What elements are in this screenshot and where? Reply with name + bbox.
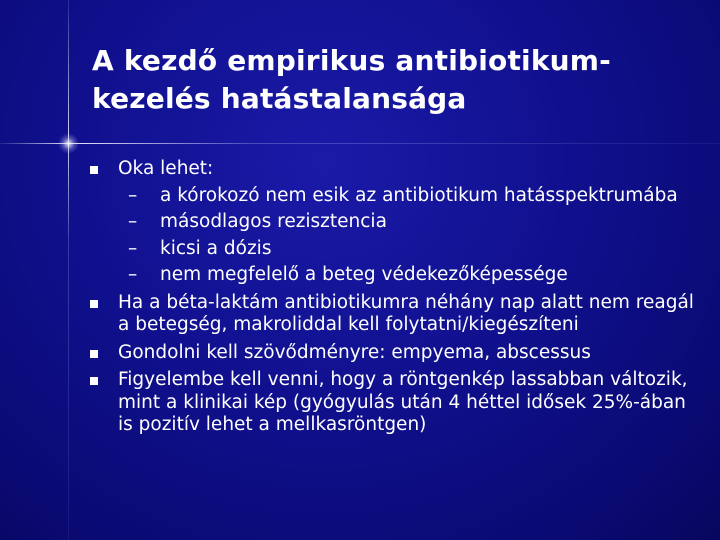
sub-item-immunity: [128, 264, 706, 287]
square-bullet-icon: [90, 377, 98, 385]
slide-title-line-1: A kezdő empirikus antibiotikum-: [92, 44, 612, 77]
decorative-star-glow: [58, 133, 79, 154]
bullet-text: Oka lehet:: [118, 158, 214, 179]
sub-list: [118, 185, 706, 287]
square-bullet-icon: [90, 166, 98, 174]
sub-item-spectrum: [128, 185, 706, 208]
bullet-item-xray: [86, 369, 706, 437]
decorative-vertical-line: [68, 0, 69, 540]
bullet-item-complications: [86, 342, 706, 365]
sub-item-text: a kórokozó nem esik az antibiotikum hatásspektrumába: [160, 184, 678, 206]
bullet-text: Figyelembe kell venni, hogy a röntgenkép lassabban változik, mint a klinikai kép (gyógyulás után 4 héttel idősek 25%-ában is pozitív lehet a mellkasröntgen): [118, 369, 688, 435]
dash-icon: –: [128, 237, 138, 259]
dash-icon: –: [128, 264, 138, 285]
bullet-text: Gondolni kell szövődményre: empyema, abscessus: [118, 341, 591, 363]
dash-icon: –: [128, 211, 138, 232]
bullet-text: Ha a béta-laktám antibiotikumra néhány nap alatt nem reagál a betegség, makroliddal kell folytatni/kiegészíteni: [118, 291, 694, 335]
square-bullet-icon: [90, 350, 98, 358]
bullet-list: [86, 158, 706, 437]
slide-title: [92, 42, 692, 118]
sub-item-text: másodlagos rezisztencia: [160, 211, 387, 232]
dash-icon: –: [128, 184, 138, 206]
sub-item-resistance: [128, 211, 706, 234]
bullet-item-betalactam: [86, 292, 706, 337]
square-bullet-icon: [90, 300, 98, 308]
decorative-horizontal-line: [0, 143, 720, 144]
sub-item-text: nem megfelelő a beteg védekezőképessége: [160, 264, 568, 285]
slide-title-line-2: kezelés hatástalansága: [92, 82, 467, 115]
sub-item-dose: [128, 238, 706, 261]
sub-item-text: kicsi a dózis: [160, 237, 272, 259]
bullet-item-causes: [86, 158, 706, 287]
